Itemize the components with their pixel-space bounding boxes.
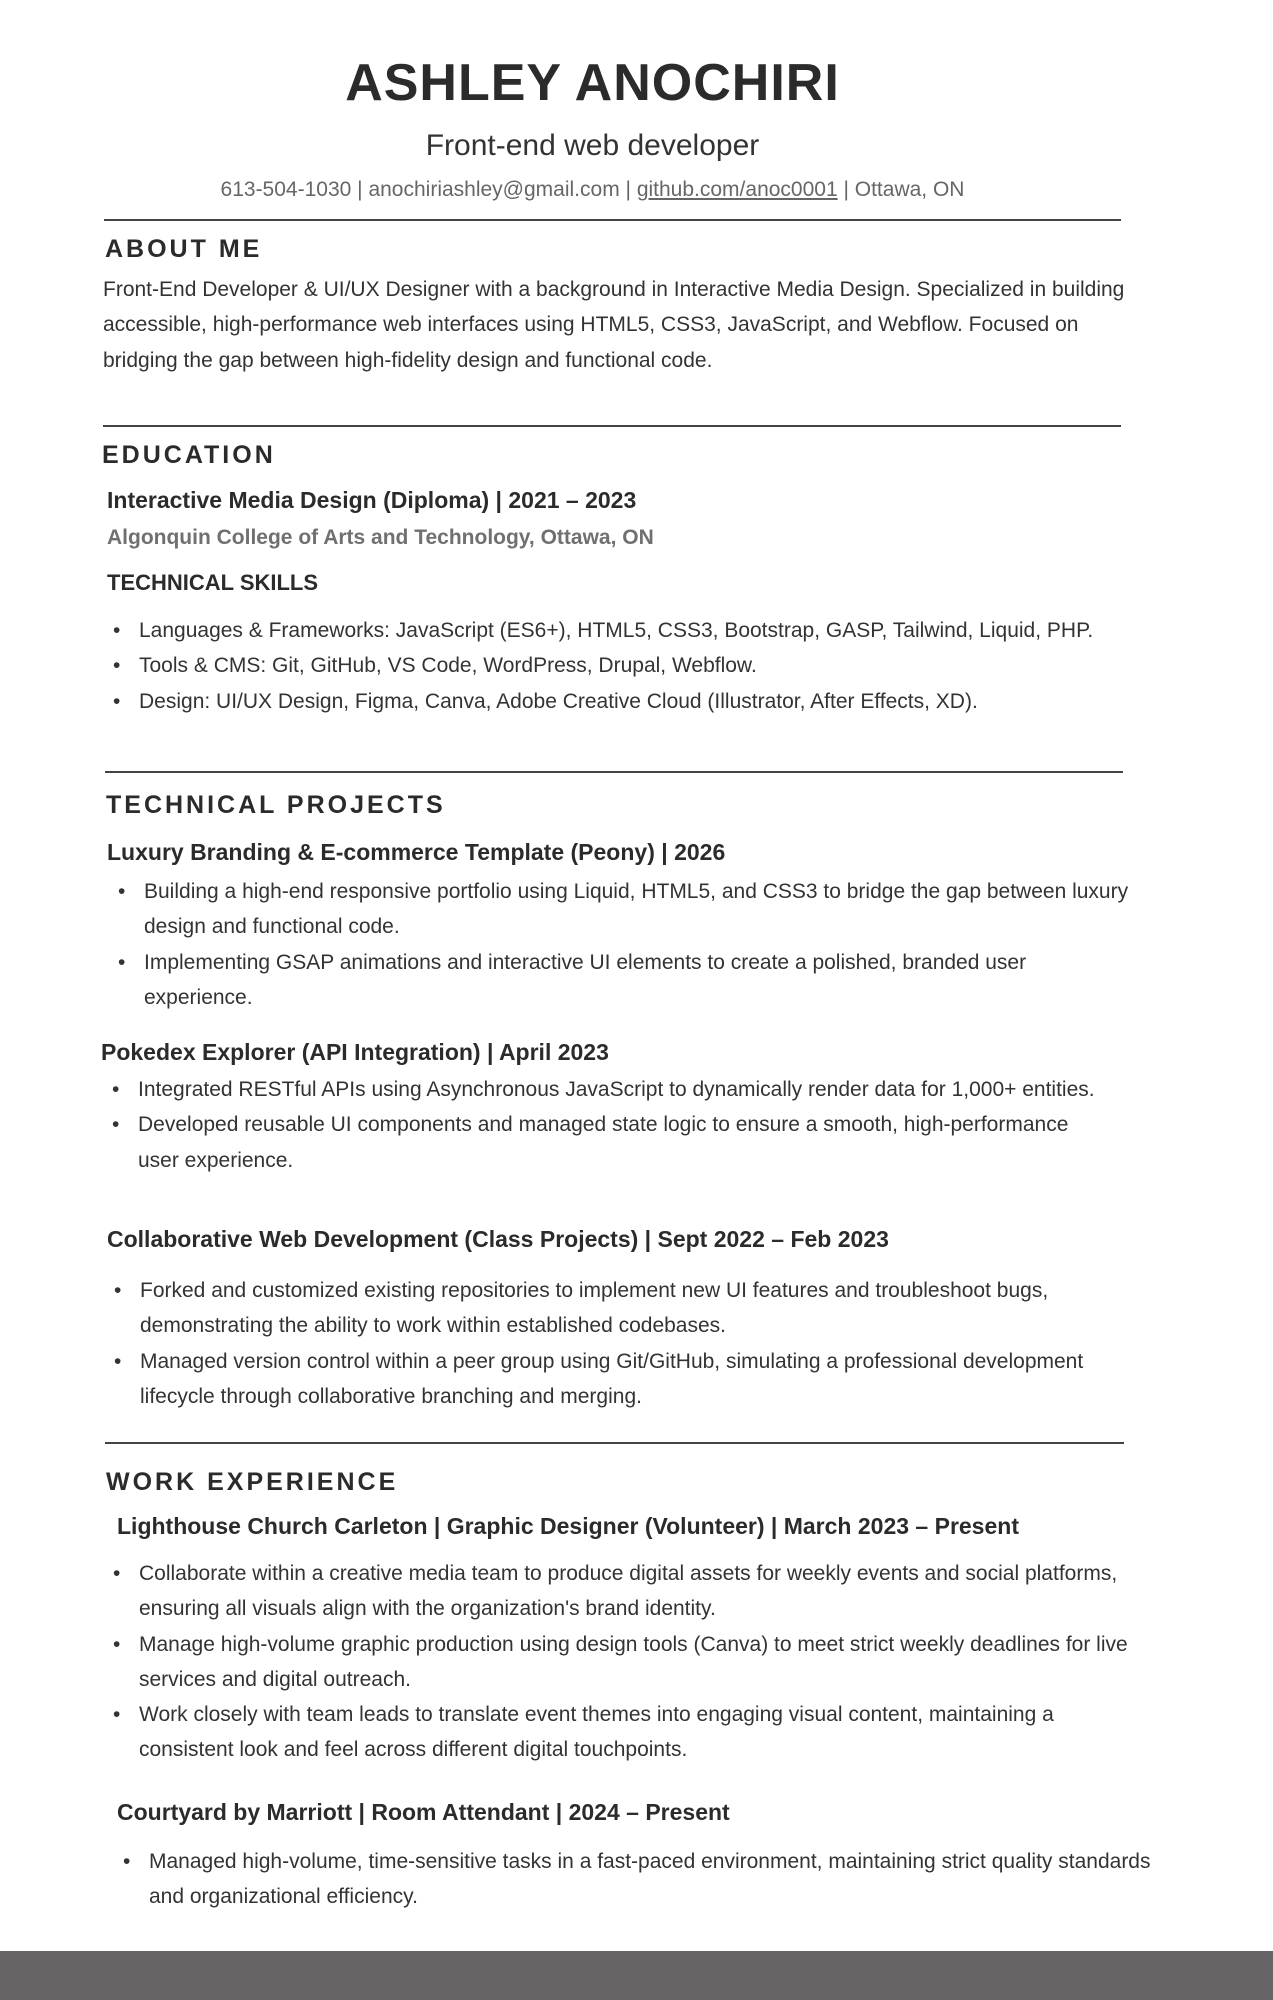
project-title: Pokedex Explorer (API Integration) | April 2023 xyxy=(101,1039,609,1065)
separator: | xyxy=(837,178,855,201)
education-degree: Interactive Media Design (Diploma) | 2021 – 2023 xyxy=(107,487,637,513)
job-title: Front-end web developer xyxy=(425,129,760,162)
work-bullets xyxy=(105,1556,1145,1768)
footer-bar xyxy=(0,1951,1273,2000)
project-bullet: • Managed version control within a peer group using Git/GitHub, simulating a professional development lifecycle through collaborative branching and merging. xyxy=(106,1344,1136,1415)
email: anochiriashley@gmail.com xyxy=(368,178,620,201)
divider xyxy=(105,771,1123,773)
work-heading: WORK EXPERIENCE xyxy=(106,1468,399,1496)
work-bullet: • Work closely with team leads to translate event themes into engaging visual content, maintaining a consistent look and feel across different digital touchpoints. xyxy=(105,1697,1145,1768)
project-title: Collaborative Web Development (Class Projects) | Sept 2022 – Feb 2023 xyxy=(107,1226,889,1252)
project-bullets xyxy=(104,1072,1114,1178)
project-bullet: • Integrated RESTful APIs using Asynchronous JavaScript to dynamically render data for 1,000+ entities. xyxy=(104,1072,1114,1107)
project-bullet: • Implementing GSAP animations and interactive UI elements to create a polished, branded user experience. xyxy=(110,945,1140,1016)
work-bullets xyxy=(115,1844,1175,1915)
skill-item: • Tools & CMS: Git, GitHub, VS Code, WordPress, Drupal, Webflow. xyxy=(105,648,1145,683)
candidate-name: ASHLEY ANOCHIRI xyxy=(345,54,840,112)
work-bullet: • Managed high-volume, time-sensitive tasks in a fast-paced environment, maintaining strict quality standards and organizational efficiency. xyxy=(115,1844,1175,1915)
separator: | xyxy=(351,178,369,201)
project-bullets xyxy=(110,874,1140,1015)
separator: | xyxy=(619,178,637,201)
project-bullet: • Forked and customized existing repositories to implement new UI features and troubleshoot bugs, demonstrating the ability to work within established codebases. xyxy=(106,1273,1136,1344)
skills-list xyxy=(105,613,1145,719)
work-title: Lighthouse Church Carleton | Graphic Designer (Volunteer) | March 2023 – Present xyxy=(117,1513,1019,1539)
about-heading: ABOUT ME xyxy=(105,235,263,263)
skill-item: • Languages & Frameworks: JavaScript (ES6+), HTML5, CSS3, Bootstrap, GASP, Tailwind, Liquid, PHP. xyxy=(105,613,1145,648)
education-school: Algonquin College of Arts and Technology, Ottawa, ON xyxy=(107,526,654,549)
project-bullet: • Building a high-end responsive portfolio using Liquid, HTML5, and CSS3 to bridge the gap between luxury design and functional code. xyxy=(110,874,1140,945)
work-bullet: • Collaborate within a creative media team to produce digital assets for weekly events and social platforms, ensuring all visuals align with the organization's brand identity. xyxy=(105,1556,1145,1627)
education-heading: EDUCATION xyxy=(102,441,276,469)
project-bullets xyxy=(106,1273,1136,1414)
contact-line xyxy=(0,176,1185,204)
project-bullet: • Developed reusable UI components and managed state logic to ensure a smooth, high-performance user experience. xyxy=(104,1107,1114,1178)
location: Ottawa, ON xyxy=(854,178,965,201)
skills-heading: TECHNICAL SKILLS xyxy=(107,570,319,595)
divider xyxy=(103,425,1121,427)
divider xyxy=(105,1442,1124,1444)
projects-heading: TECHNICAL PROJECTS xyxy=(106,791,446,819)
divider xyxy=(104,219,1121,221)
skill-item: • Design: UI/UX Design, Figma, Canva, Adobe Creative Cloud (Illustrator, After Effects, XD). xyxy=(105,684,1145,719)
work-title: Courtyard by Marriott | Room Attendant | 2024 – Present xyxy=(117,1799,730,1825)
work-bullet: • Manage high-volume graphic production using design tools (Canva) to meet strict weekly deadlines for live services and digital outreach. xyxy=(105,1627,1145,1698)
project-title: Luxury Branding & E-commerce Template (Peony) | 2026 xyxy=(107,839,726,865)
github-link[interactable]: github.com/anoc0001 xyxy=(636,178,838,201)
phone: 613-504-1030 xyxy=(220,178,352,201)
about-text: Front-End Developer & UI/UX Designer with a background in Interactive Media Design. Specialized in building accessible, high-performance web interfaces using HTML5, CSS3, JavaScript, and Webflow. Focused on bridging the gap between high-fidelity design and functional code. xyxy=(103,278,1125,372)
